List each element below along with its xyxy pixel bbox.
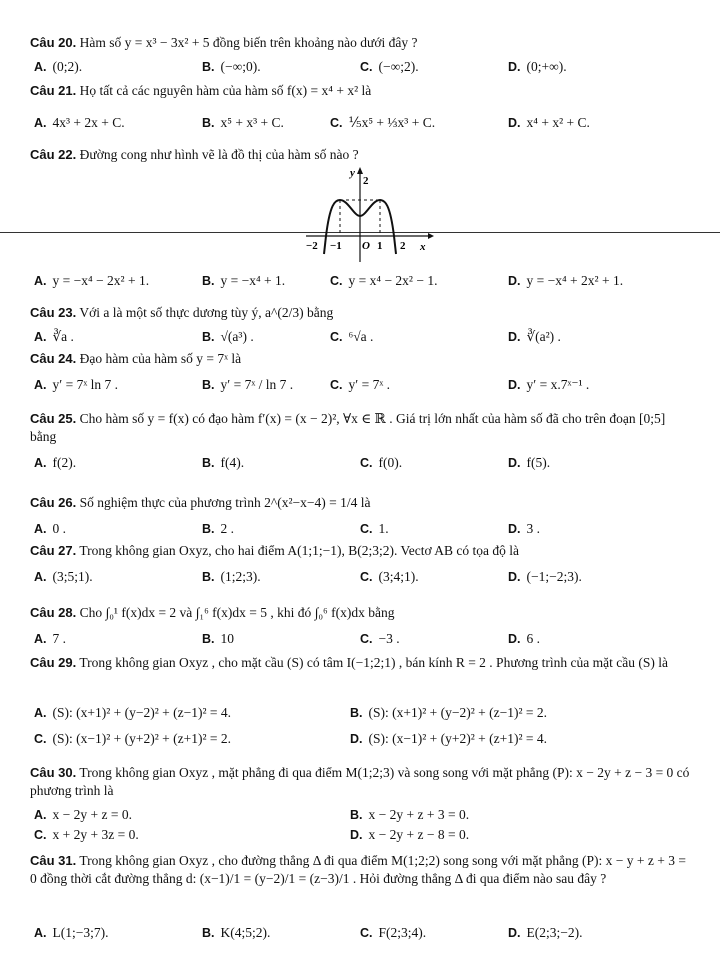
option-d[interactable]: D. E(2;3;−2). (508, 925, 583, 940)
curve-left-tail (324, 236, 326, 254)
question-23: Câu 23. Với a là một số thực dương tùy ý, a^(2/3) bằng A. ∛a . B. √(a³) . C. ⁶√a . D. ∛(a²) . (30, 305, 561, 344)
option-a[interactable]: A. ∛a . (34, 329, 74, 344)
y-arrow-icon (357, 167, 363, 174)
option-b[interactable]: B. √(a³) . (202, 329, 254, 344)
option-d[interactable]: D. f(5). (508, 455, 551, 470)
option-b[interactable]: B. f(4). (202, 455, 245, 470)
tick-2: 2 (400, 240, 406, 252)
option-a[interactable]: A. f(2). (34, 455, 77, 470)
origin-label: O (362, 240, 370, 252)
option-c[interactable]: C. F(2;3;4). (360, 925, 427, 940)
option-a[interactable]: A. 4x³ + 2x + C. (34, 115, 125, 130)
option-c[interactable]: C. y = x⁴ − 2x² − 1. (330, 273, 438, 288)
option-a[interactable]: A. 0 . (34, 521, 66, 536)
question-28: Câu 28. Cho ∫₀¹ f(x)dx = 2 và ∫₁⁶ f(x)dx = 5 , khi đó ∫₀⁶ f(x)dx bằng A. 7 . B. 10 C. −3 . D. 6 . (30, 605, 540, 646)
option-d[interactable]: D. (0;+∞). (508, 59, 567, 74)
option-c[interactable]: C. y′ = 7ˣ . (330, 377, 390, 392)
option-d[interactable]: D. (S): (x−1)² + (y+2)² + (z+1)² = 4. (350, 731, 548, 746)
question-31: Câu 31. Trong không gian Oxyz , cho đường thẳng Δ đi qua điểm M(1;2;2) song song với mặt phẳng (P): x − y + z + 3 = 0 đồng thời cắt đường thẳng d: (x−1)/1 = (y−2)/1 = (z−3)/1 . Hỏi đường thẳng Δ đi qua điểm nào sau đây ? A. L(1;−3;7). B. K(4;5;2). C. F(2;3;4). D. E(2;3;−2). (30, 853, 686, 940)
option-d[interactable]: D. 6 . (508, 631, 540, 646)
question-22-options (30, 272, 692, 290)
question-stem: Hàm số y = x³ − 3x² + 5 đồng biến trên khoảng nào dưới đây ? (79, 35, 418, 50)
option-d[interactable]: D. x − 2y + z − 8 = 0. (350, 827, 470, 842)
question-26: Câu 26. Số nghiệm thực của phương trình 2^(x²−x−4) = 1/4 là A. 0 . B. 2 . C. 1. D. 3 . (30, 495, 540, 536)
option-d[interactable]: D. y = −x⁴ + 2x² + 1. (508, 273, 624, 288)
option-b[interactable]: B. 10 (202, 631, 234, 646)
function-graph (300, 164, 440, 264)
option-b[interactable]: B. x⁵ + x³ + C. (202, 115, 284, 130)
option-c[interactable]: C. x + 2y + 3z = 0. (34, 827, 139, 842)
option-a[interactable]: A. y = −x⁴ − 2x² + 1. (34, 273, 150, 288)
option-c[interactable]: C. 1. (360, 521, 389, 536)
option-b[interactable]: B. K(4;5;2). (202, 925, 271, 940)
option-c[interactable]: C. (−∞;2). (360, 59, 419, 74)
y-label: y (350, 167, 355, 179)
tick-neg1: −1 (330, 240, 342, 252)
option-c[interactable]: C. f(0). (360, 455, 403, 470)
option-c[interactable]: C. (3;4;1). (360, 569, 419, 584)
option-d[interactable]: D. ∛(a²) . (508, 329, 561, 344)
x-label: x (420, 241, 426, 253)
option-c[interactable]: C. ⁶√a . (330, 329, 374, 344)
tick-neg2: −2 (306, 240, 318, 252)
option-d[interactable]: D. (−1;−2;3). (508, 569, 582, 584)
option-b[interactable]: B. y = −x⁴ + 1. (202, 273, 286, 288)
option-c[interactable]: C. (S): (x−1)² + (y+2)² + (z+1)² = 2. (34, 731, 232, 746)
question-20 (30, 34, 692, 74)
question-number: Câu 20. (30, 35, 77, 50)
option-a[interactable]: A. L(1;−3;7). (34, 925, 109, 940)
option-a[interactable]: A. x − 2y + z = 0. (34, 807, 132, 822)
question-21: Câu 21. Họ tất cả các nguyên hàm của hàm số f(x) = x⁴ + x² là A. 4x³ + 2x + C. B. x⁵ + x³ + C. C. ⅕x⁵ + ⅓x³ + C. D. x⁴ + x² + C. (30, 83, 590, 130)
question-29: Câu 29. Trong không gian Oxyz , cho mặt cầu (S) có tâm I(−1;2;1) , bán kính R = 2 . Phương trình của mặt cầu (S) là A. (S): (x+1)² + (y−2)² + (z−1)² = 4. B. (S): (x+1)² + (y−2)² + (z−1)² = 2. C. (S): (x−1)² + (y+2)² + (z+1)² = 2. D. (S): (x−1)² + (y+2)² + (z+1)² = 4. (30, 655, 668, 746)
option-a[interactable]: A. (3;5;1). (34, 569, 93, 584)
peak-label: 2 (363, 175, 369, 187)
x-arrow-icon (428, 233, 434, 239)
option-a[interactable]: A. 7 . (34, 631, 66, 646)
tick-1: 1 (377, 240, 383, 252)
option-d[interactable]: D. x⁴ + x² + C. (508, 115, 590, 130)
option-d[interactable]: D. y′ = x.7ˣ⁻¹ . (508, 377, 590, 392)
option-b[interactable]: B. (−∞;0). (202, 59, 261, 74)
option-b[interactable]: B. y′ = 7ˣ / ln 7 . (202, 377, 294, 392)
option-b[interactable]: B. x − 2y + z + 3 = 0. (350, 807, 470, 822)
question-24: Câu 24. Đạo hàm của hàm số y = 7ˣ là A. y′ = 7ˣ ln 7 . B. y′ = 7ˣ / ln 7 . C. y′ = 7ˣ . D. y′ = x.7ˣ⁻¹ . (30, 351, 590, 392)
question-22: Câu 22. Đường cong như hình vẽ là đồ thị của hàm số nào ? (30, 147, 359, 162)
option-b[interactable]: B. (1;2;3). (202, 569, 261, 584)
question-27: Câu 27. Trong không gian Oxyz, cho hai điểm A(1;1;−1), B(2;3;2). Vectơ AB có tọa độ là A. (3;5;1). B. (1;2;3). C. (3;4;1). D. (−1;−2;3). (30, 543, 582, 584)
option-d[interactable]: D. 3 . (508, 521, 540, 536)
question-30: Câu 30. Trong không gian Oxyz , mặt phẳng đi qua điểm M(1;2;3) và song song với mặt phẳng (P): x − 2y + z − 3 = 0 có phương trình là A. x − 2y + z = 0. B. x − 2y + z + 3 = 0. C. x + 2y + 3z = 0. D. x − 2y + z − 8 = 0. (30, 765, 690, 842)
option-c[interactable]: C. −3 . (360, 631, 400, 646)
option-c[interactable]: C. ⅕x⁵ + ⅓x³ + C. (330, 115, 436, 130)
option-a[interactable]: A. (0;2). (34, 59, 83, 74)
option-b[interactable]: B. 2 . (202, 521, 234, 536)
option-b[interactable]: B. (S): (x+1)² + (y−2)² + (z−1)² = 2. (350, 705, 548, 720)
option-a[interactable]: A. y′ = 7ˣ ln 7 . (34, 377, 118, 392)
option-a[interactable]: A. (S): (x+1)² + (y−2)² + (z−1)² = 4. (34, 705, 232, 720)
question-25: Câu 25. Cho hàm số y = f(x) có đạo hàm f′(x) = (x − 2)², ∀x ∈ ℝ . Giá trị lớn nhất của hàm số đã cho trên đoạn [0;5] bằng A. f(2). B. f(4). C. f(0). D. f(5). (30, 411, 666, 470)
